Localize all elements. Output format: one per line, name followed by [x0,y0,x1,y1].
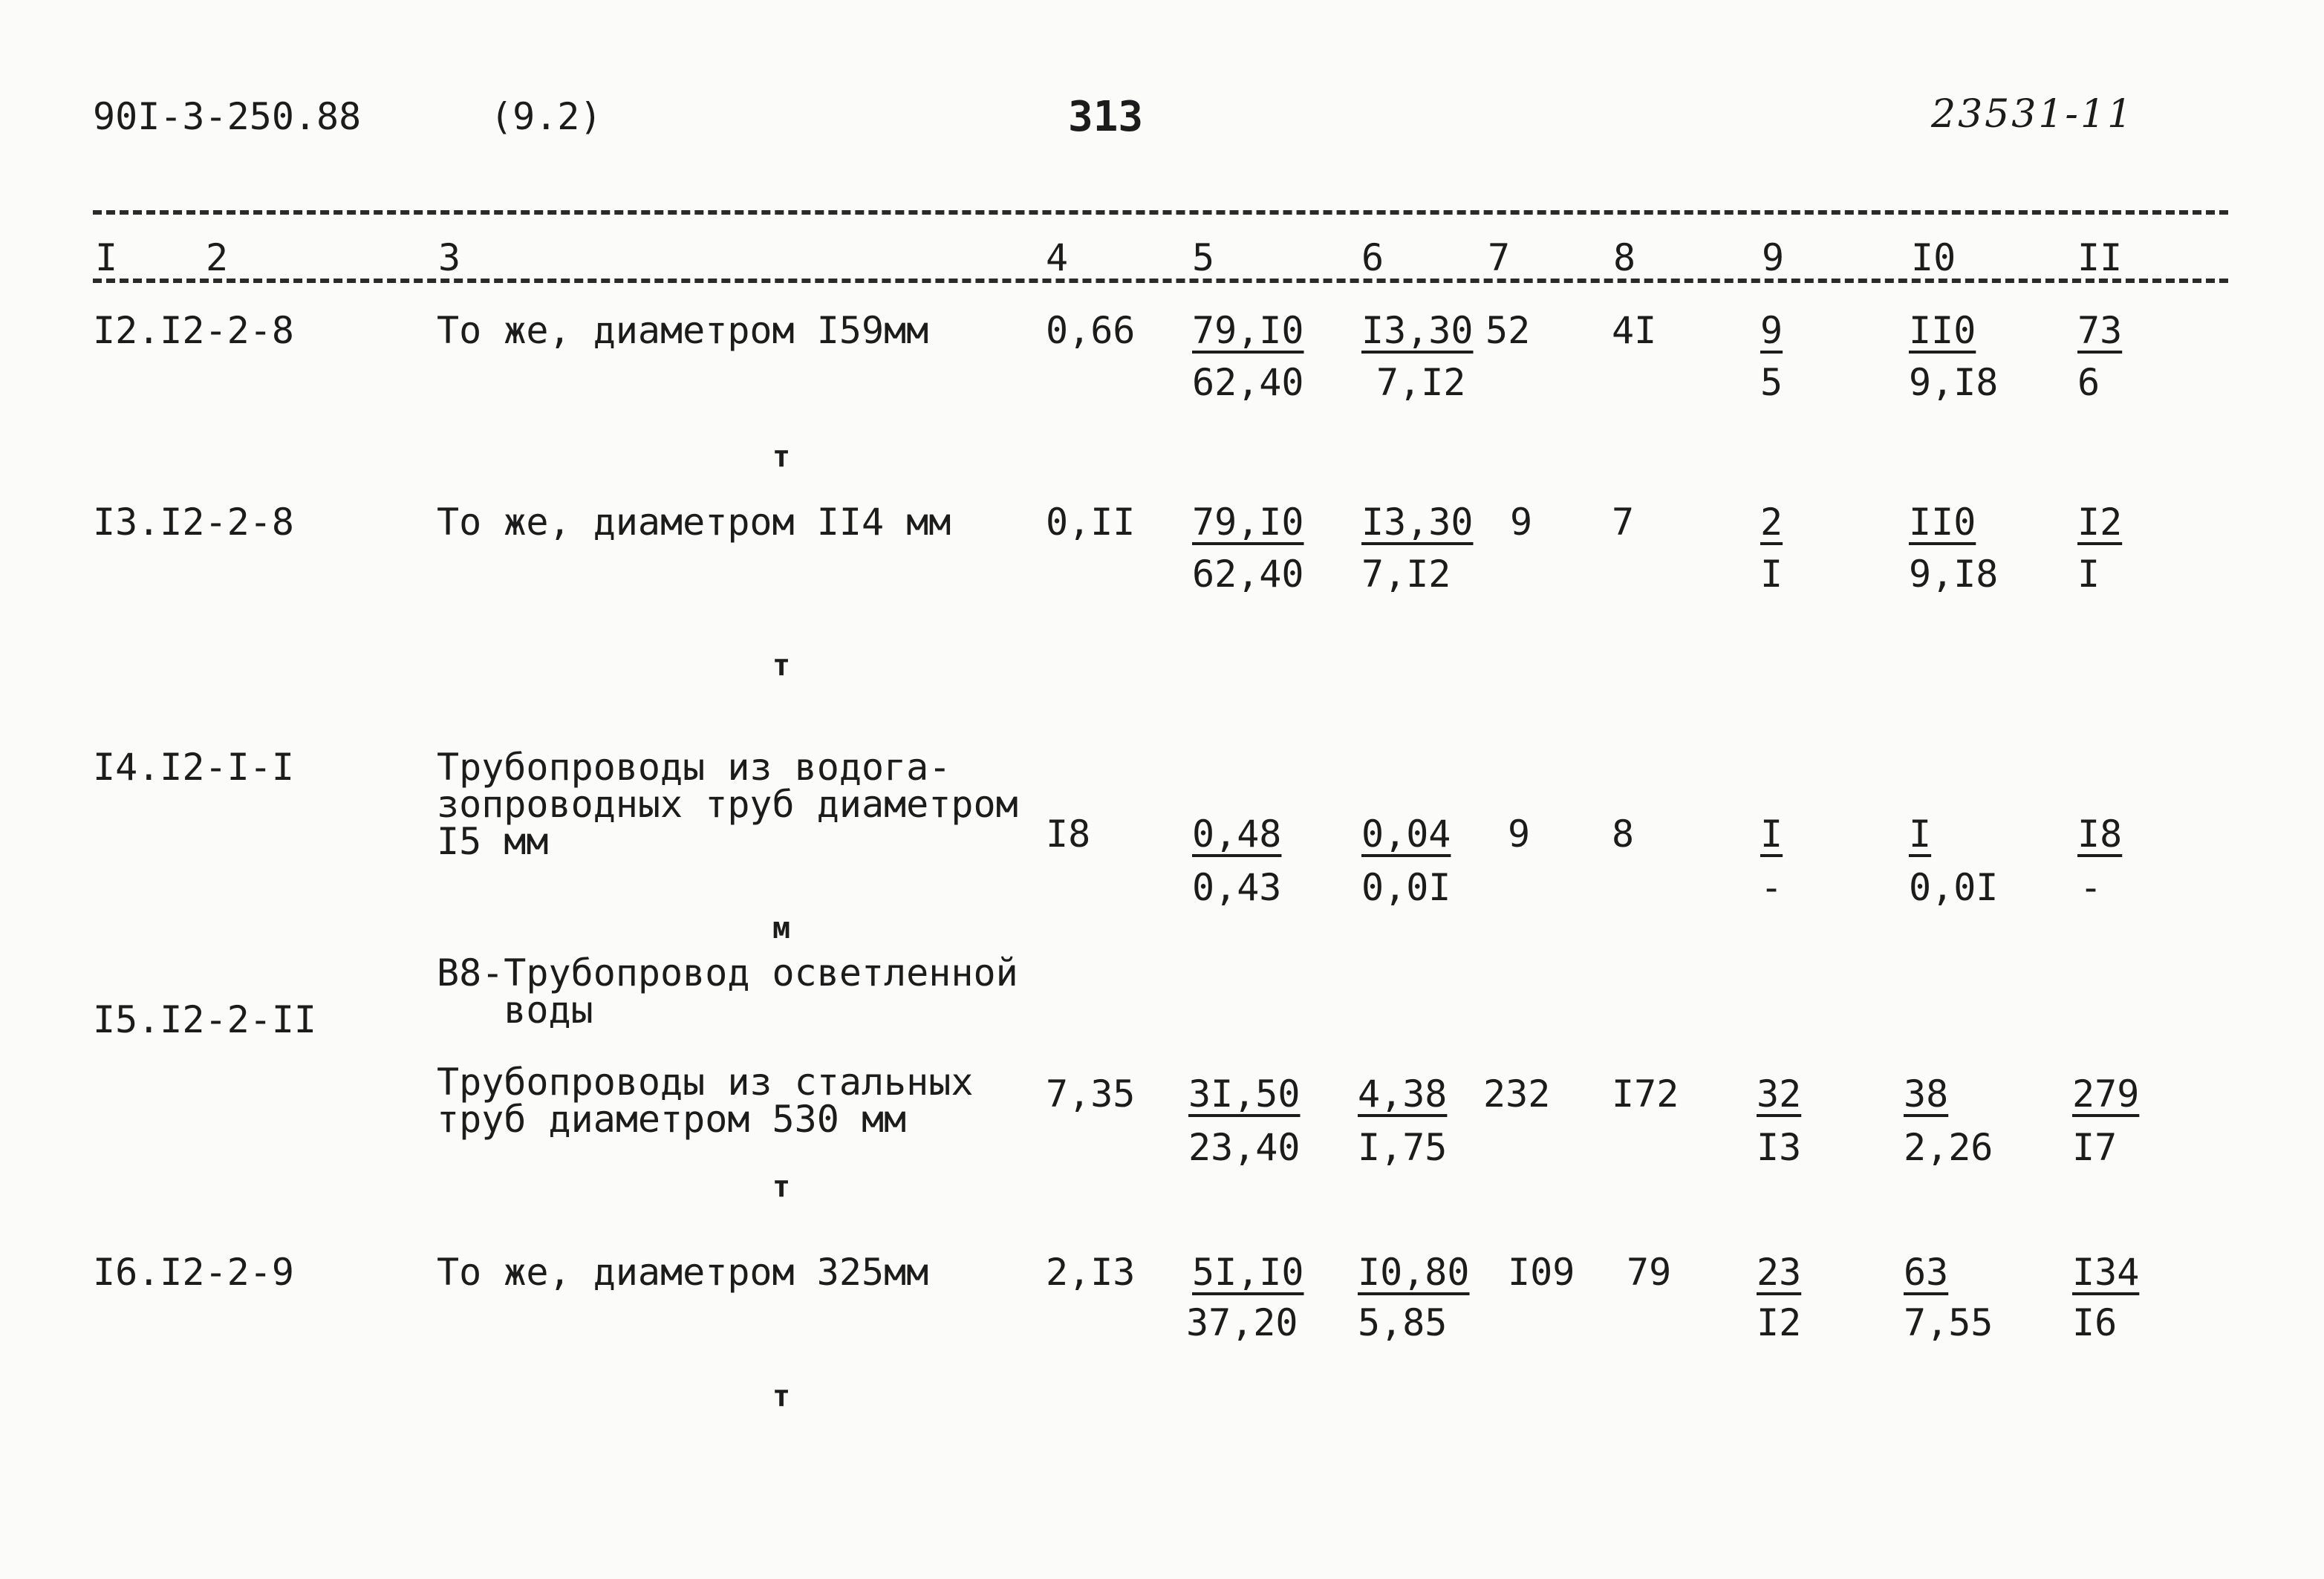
col8-value: 7 [1612,501,1635,544]
unit-of-measure: т [772,440,791,474]
col8-value: 79 [1627,1251,1672,1294]
row-description: То же, диаметром 325мм [437,1251,929,1294]
column-number: 4 [1046,236,1069,279]
col5-top: 0,48 [1192,813,1282,856]
col5-top: 79,I0 [1192,501,1304,544]
col6-bottom: 0,0I [1361,866,1451,909]
col6-bottom: 5,85 [1358,1301,1448,1344]
row-code: I5.I2-2-II [93,998,317,1041]
col9-top: 32 [1757,1072,1802,1116]
column-number: II [2077,236,2123,279]
column-number: 6 [1361,236,1384,279]
row-quantity: I8 [1046,813,1091,856]
row-description: Трубопроводы из водога- зопроводных труб диаметром I5 мм [437,746,1018,863]
col5-bottom: 0,43 [1192,866,1282,909]
col6-top: I0,80 [1358,1251,1470,1294]
col6-bottom: 7,I2 [1361,553,1451,596]
col5-top: 79,I0 [1192,309,1304,352]
col11-top: I8 [2077,813,2123,856]
unit-of-measure: м [772,911,791,945]
col10-top: 63 [1904,1251,1949,1294]
col10-bottom: 0,0I [1909,866,1999,909]
column-number: 8 [1613,236,1636,279]
col10-bottom: 9,I8 [1909,553,1999,596]
column-number: I0 [1911,236,1956,279]
col11-bottom: I6 [2072,1301,2118,1344]
col10-top: II0 [1909,309,1976,352]
col11-top: I34 [2072,1251,2140,1294]
col6-top: I3,30 [1361,309,1474,352]
col5-bottom: 62,40 [1192,361,1304,404]
top-dashed-rule [93,210,2228,215]
col11-top: 73 [2077,309,2123,352]
col5-bottom: 23,40 [1188,1126,1301,1169]
col9-bottom: 5 [1760,361,1783,404]
col11-top: 279 [2072,1072,2140,1116]
col11-bottom: 6 [2077,361,2100,404]
col11-bottom: I [2077,553,2100,596]
col5-top: 5I,I0 [1192,1251,1304,1294]
column-number: 5 [1192,236,1215,279]
col5-bottom: 37,20 [1186,1301,1298,1344]
col9-top: 23 [1757,1251,1802,1294]
row-description: То же, диаметром I59мм [437,309,929,352]
col10-top: 38 [1904,1072,1949,1116]
unit-of-measure: т [772,1379,791,1413]
unit-of-measure: т [772,1170,791,1204]
column-number: 3 [438,236,461,279]
col11-bottom: - [2080,866,2103,909]
col5-bottom: 62,40 [1192,553,1304,596]
column-number: 9 [1762,236,1785,279]
col10-bottom: 9,I8 [1909,361,1999,404]
row-quantity: 0,66 [1046,309,1136,352]
col6-top: 0,04 [1361,813,1451,856]
col6-top: 4,38 [1358,1072,1448,1116]
document-code: 90I-3-250.88 [93,95,362,138]
column-number: I [95,236,118,279]
unit-of-measure: т [772,648,791,683]
column-number-dashed-rule [93,279,2228,283]
col7-value: 9 [1510,501,1533,544]
column-number: 7 [1488,236,1511,279]
row-quantity: 7,35 [1046,1072,1136,1116]
col7-value: I09 [1508,1251,1575,1294]
col8-value: I72 [1612,1072,1679,1116]
col7-value: 52 [1485,309,1531,352]
handwritten-reference: 23531-11 [1931,92,2135,137]
col9-bottom: I [1760,553,1783,596]
col9-bottom: I2 [1757,1301,1802,1344]
col10-top: II0 [1909,501,1976,544]
row-quantity: 2,I3 [1046,1251,1136,1294]
row-code: I4.I2-I-I [93,746,294,789]
col9-bottom: - [1760,866,1783,909]
col11-bottom: I7 [2072,1126,2118,1169]
col9-top: 9 [1760,309,1783,352]
row-code: I6.I2-2-9 [93,1251,294,1294]
col8-value: 8 [1612,813,1635,856]
col10-bottom: 2,26 [1904,1126,1993,1169]
col6-top: I3,30 [1361,501,1474,544]
row-description: То же, диаметром II4 мм [437,501,951,544]
col11-top: I2 [2077,501,2123,544]
col10-top: I [1909,813,1932,856]
section-title: В8-Трубопровод осветленной воды [437,951,1018,1032]
row-description: Трубопроводы из стальных труб диаметром 530 мм [437,1061,974,1141]
row-code: I2.I2-2-8 [93,309,294,352]
column-number: 2 [206,236,229,279]
section-number: (9.2) [490,95,602,138]
row-code: I3.I2-2-8 [93,501,294,544]
col8-value: 4I [1612,309,1657,352]
col5-top: 3I,50 [1188,1072,1301,1116]
col6-bottom: I,75 [1358,1126,1448,1169]
col7-value: 9 [1508,813,1531,856]
col7-value: 232 [1483,1072,1551,1116]
page-number: 313 [1068,93,1144,141]
col6-bottom: 7,I2 [1376,361,1466,404]
col9-top: 2 [1760,501,1783,544]
col10-bottom: 7,55 [1904,1301,1993,1344]
col9-top: I [1760,813,1783,856]
row-quantity: 0,II [1046,501,1136,544]
col9-bottom: I3 [1757,1126,1802,1169]
